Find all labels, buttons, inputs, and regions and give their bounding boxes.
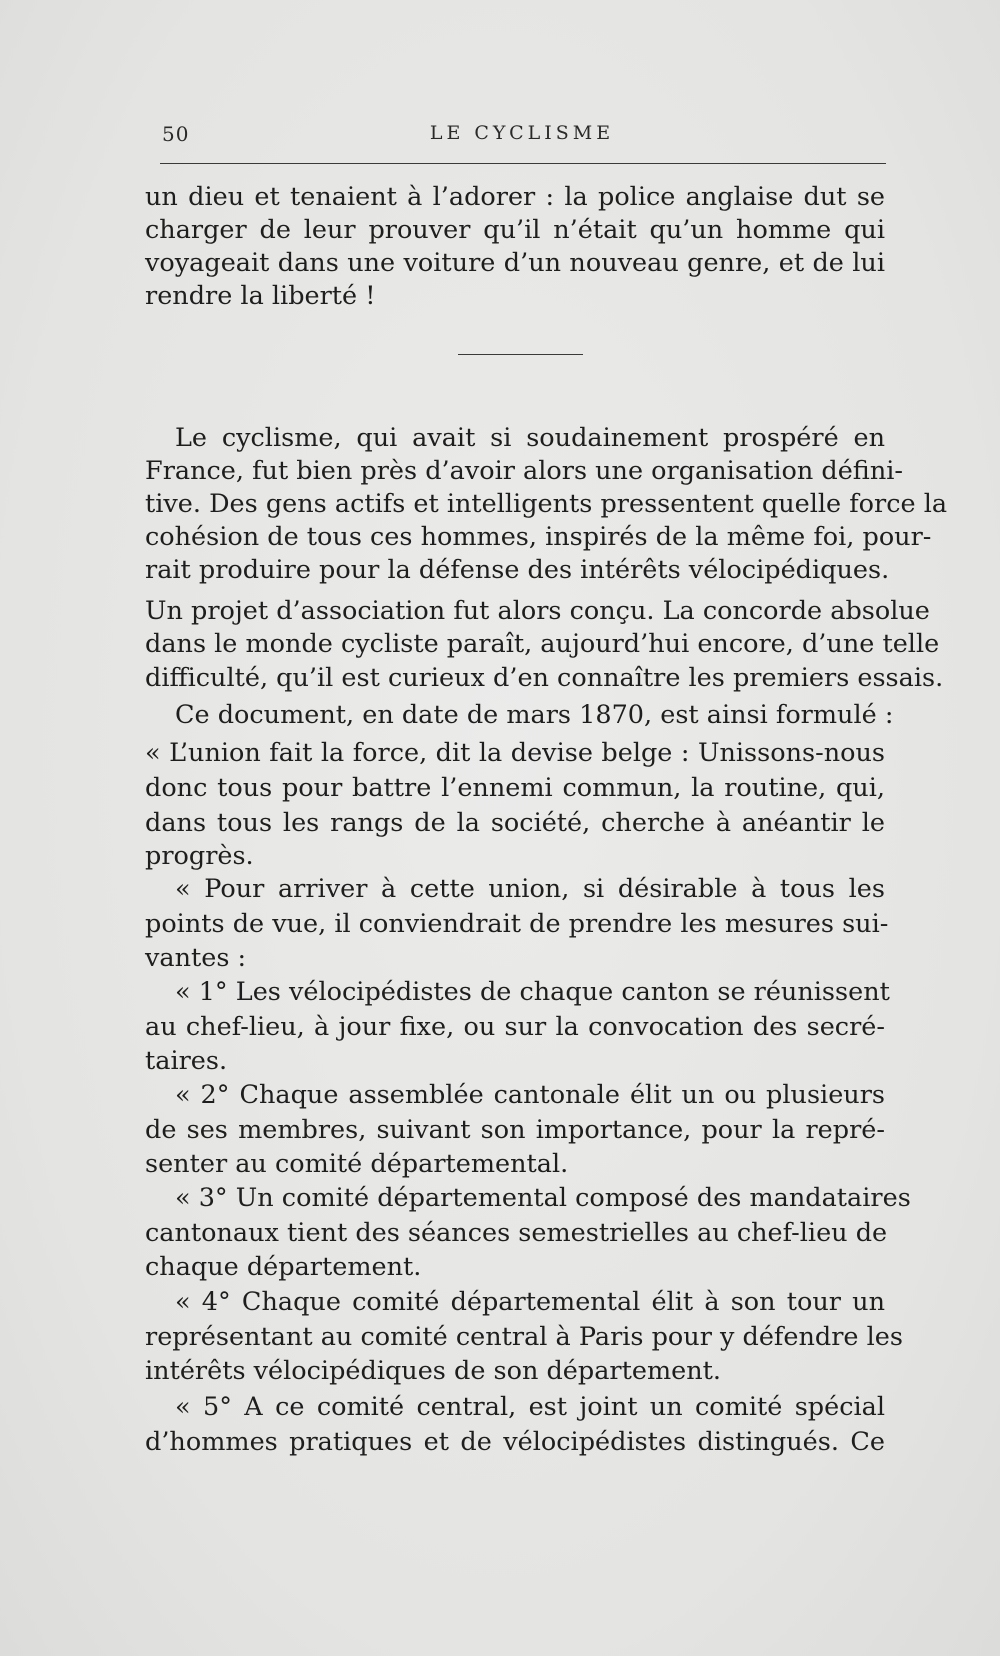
text-line: d’hommes pratiques et de vélocipédistes distingués. Ce (145, 1427, 885, 1457)
text-line: progrès. (145, 841, 254, 871)
text-line: chaque département. (145, 1252, 422, 1282)
text-line: France, fut bien près d’avoir alors une organisation défini- (145, 456, 904, 486)
text-line: « 1° Les vélocipédistes de chaque canton se réunissent (175, 977, 890, 1007)
text-line: intérêts vélocipédiques de son département. (145, 1356, 722, 1386)
section-divider (458, 354, 583, 355)
text-line: « 3° Un comité départemental composé des mandataires (175, 1183, 911, 1213)
text-line: un dieu et tenaient à l’adorer : la police anglaise dut se (145, 182, 885, 212)
text-line: « 5° A ce comité central, est joint un comité spécial (175, 1392, 885, 1422)
text-line: « 4° Chaque comité départemental élit à son tour un (175, 1287, 885, 1317)
text-line: points de vue, il conviendrait de prendre les mesures sui- (145, 909, 889, 939)
text-line: voyageait dans une voiture d’un nouveau genre, et de lui (145, 248, 885, 278)
text-line: charger de leur prouver qu’il n’était qu’un homme qui (145, 215, 885, 245)
text-line: « L’union fait la force, dit la devise belge : Unissons-nous (145, 738, 885, 768)
text-line: « 2° Chaque assemblée cantonale élit un ou plusieurs (175, 1080, 885, 1110)
text-line: cohésion de tous ces hommes, inspirés de la même foi, pour- (145, 522, 932, 552)
text-line: donc tous pour battre l’ennemi commun, la routine, qui, (145, 773, 885, 803)
text-line: tive. Des gens actifs et intelligents pressentent quelle force la (145, 489, 948, 519)
text-line: Ce document, en date de mars 1870, est ainsi formulé : (175, 700, 894, 730)
text-line: senter au comité départemental. (145, 1149, 569, 1179)
text-line: dans tous les rangs de la société, cherche à anéantir le (145, 808, 885, 838)
text-line: représentant au comité central à Paris pour y défendre les (145, 1322, 903, 1352)
text-line: taires. (145, 1046, 228, 1076)
running-head (160, 122, 884, 158)
text-line: au chef-lieu, à jour fixe, ou sur la convocation des secré- (145, 1012, 885, 1042)
text-line: rait produire pour la défense des intérêts vélocipédiques. (145, 555, 890, 585)
text-line: rendre la liberté ! (145, 281, 376, 311)
text-line: Un projet d’association fut alors conçu. La concorde absolue (145, 596, 930, 626)
text-line: dans le monde cycliste paraît, aujourd’hui encore, d’une telle (145, 629, 940, 659)
text-line: de ses membres, suivant son importance, pour la repré- (145, 1115, 885, 1145)
text-line: cantonaux tient des séances semestrielles au chef-lieu de (145, 1218, 888, 1248)
text-line: difficulté, qu’il est curieux d’en connaître les premiers essais. (145, 663, 944, 693)
page-number: 50 (162, 122, 190, 146)
running-title: LE CYCLISME (429, 122, 615, 144)
header-rule (160, 163, 886, 164)
text-line: Le cyclisme, qui avait si soudainement prospéré en (175, 423, 885, 453)
text-line: « Pour arriver à cette union, si désirable à tous les (175, 874, 885, 904)
text-line: vantes : (145, 943, 247, 973)
